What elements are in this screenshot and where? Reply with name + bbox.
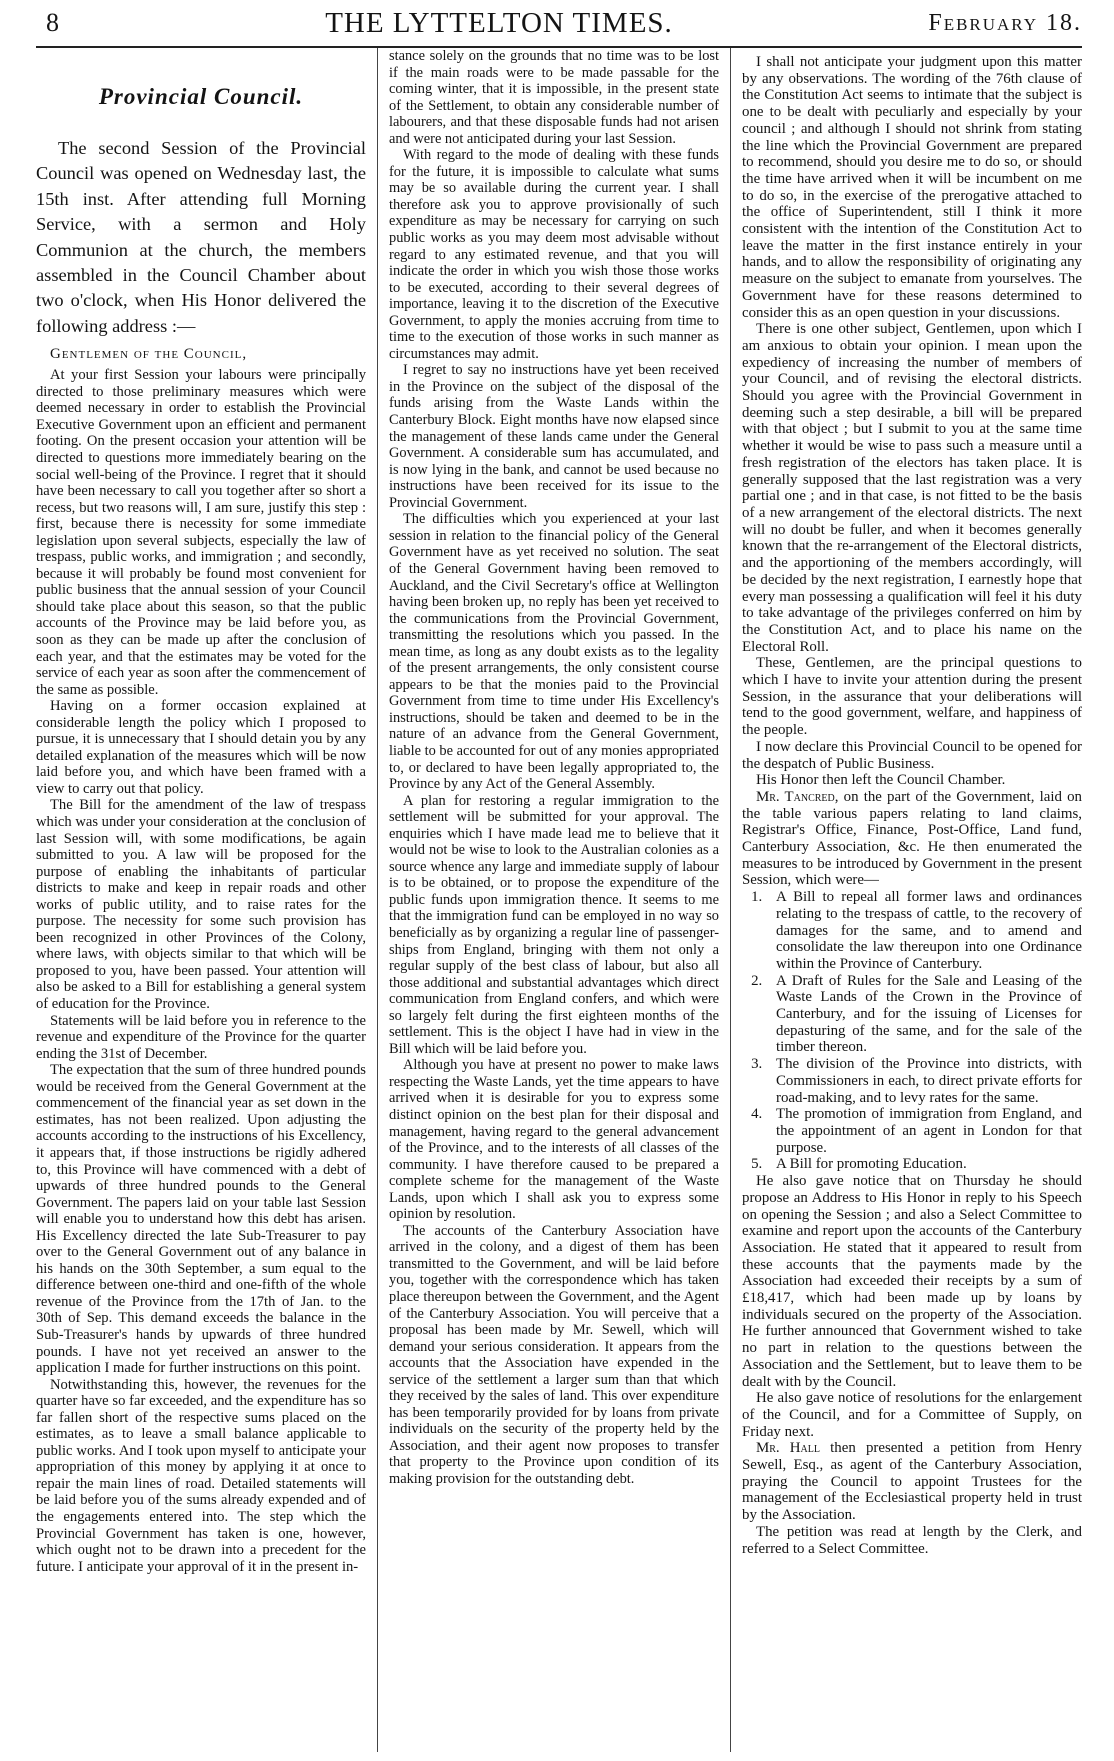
newspaper-title: THE LYTTELTON TIMES.	[325, 6, 673, 39]
paragraph: The expectation that the sum of three hundred pounds would be received from the General Government at the commencement of the financial year as set down in the estimates, has not been realized. Upon adjusting the accounts according to the instructions of his Excellency, it appears that, if those instructions be rigidly adhered to, this Province will have commenced with a debt of upwards of three hundred pounds to the General Government. The papers laid on your table last Session will enable you to understand how this debt has arisen. His Excellency directed the late Sub-Treasurer to pay over to the General Government out of any balance in his hands on the 30th September, a sum equal to the difference between one-third and one-fifth of the whole revenue of the Province from the 17th of Jan. to the 30th of Sep. This demand exceeds the balance in the Sub-Treasurer's hands by upwards of three hundred pounds. I have not yet received an answer to the application I made for further instructions on this point.	[36, 1062, 366, 1377]
paragraph: stance solely on the grounds that no time was to be lost if the main roads were to be made passable for the coming winter, that it is impossible, in the present state of the Settlement, to obtain any considerable number of labourers, and that these disposable funds had not arisen and were not anticipated during your last Session.	[389, 48, 719, 147]
issue-date: February 18.	[928, 9, 1082, 36]
paragraph: Although you have at present no power to make laws respecting the Waste Lands, yet the time appears to have arrived when it is desirable for you to express some distinct opinion on the best plan for their disposal and management, having regard to the general advancement of the Province, and to the interests of all classes of the community. I have therefore caused to be prepared a complete scheme for the management of the Waste Lands, upon which I shall ask you to express some opinion by resolution.	[389, 1057, 719, 1223]
paragraph: A plan for restoring a regular immigration to the settlement will be submitted for your approval. The enquiries which I have made lead me to believe that it would not be wise to look to the Australian colonies as a source whence any large and immediate supply of labour is to be obtained, or to propose the expenditure of the public funds upon immigration thence. It seems to me that the immigration fund can be employed in no way so beneficially as by organizing a regular line of passenger-ships from England, bringing with them not only a regular supply of the best class of labour, but also all those additional and substantial advantages which direct communication from England confers, and which were so largely felt during the first eighteen months of the settlement. This is the object I have had in view in the Bill which will be laid before you.	[389, 792, 719, 1057]
paragraph: Statements will be laid before you in reference to the revenue and expenditure of the Province for the quarter ending the 31st of December.	[36, 1012, 366, 1062]
paragraph: There is one other subject, Gentlemen, upon which I am anxious to obtain your opinion. I mean upon the expediency of increasing the number of members of your Council, and of revising the electoral districts. Should you agree with the Provincial Government in deeming such a step desirable, a bill will be prepared with that object ; but I submit to you at the same time whether it would be wise to pass such a measure until a fresh registration of the electors has taken place. It is generally supposed that the last registration was a very partial one ; and in that case, is not fitted to be the basis of a new arrangement of the electoral districts. The next will no doubt be fuller, and when it becomes generally known that the re-arrangement of the Electoral districts, and the apportioning of the members accordingly, will be decided by the next registration, I earnestly hope that every man possessing a qualification will feel it his duty to take advantage of the privileges conferred on him by the Constitution Act, and to place his name on the Electoral Roll.	[742, 321, 1082, 655]
paragraph: He also gave notice that on Thursday he should propose an Address to His Honor in reply to his Speech on opening the Session ; and also a Select Committee to examine and report upon the accounts of the Canterbury Association. He stated that it appeared to result from these accounts that the payments made by the Association had exceeded their receipts by a sum of £18,417, which had been made up by loans by individuals secured on the property of the Association. He further announced that Government wished to take no part in relation to the questions between the Association and the Settlement, but to leave them to be dealt with by the Council.	[742, 1173, 1082, 1390]
hall-text: then presented a petition from Henry Sewell, Esq., as agent of the Canterbury Association, praying the Council to appoint Trustees for the management of the Ecclesiastical property held in trust by the Association.	[742, 1440, 1082, 1524]
column-3	[731, 48, 1082, 1752]
list-item: 5. A Bill for promoting Education.	[766, 1156, 1082, 1173]
tancred-paragraph	[742, 789, 1082, 889]
column-1	[36, 48, 378, 1752]
paragraph: At your first Session your labours were principally directed to those preliminary measures which were deemed necessary in order to establish the Provincial Executive Government upon an efficient and permanent footing. On the present occasion your attention will be directed to questions more immediately bearing on the social well-being of the Province. I regret that it should have been necessary to call you together after so short a recess, but two reasons will, I am sure, justify this step : first, because there is necessity for some immediate legislation upon several subjects, especially the law of trespass, public works, and immigration ; and secondly, because it will probably be found most convenient for public business that the annual session of your Council should take place about this season, so that the public accounts of the Province may be laid before you, as soon as they can be made up after the conclusion of each year, and that the estimates may be voted for the service of each year as soon after the commencement of the same as possible.	[36, 367, 366, 698]
paragraph: The difficulties which you experienced at your last session in relation to the financial policy of the General Government have as yet received no solution. The seat of the General Government having been removed to Auckland, and the Civil Secretary's office at Wellington having been broken up, no reply has been yet received to the communications from the Provincial Government, transmitting the resolutions which you passed. In the mean time, as long as any doubt exists as to the legality of the present arrangements, the only consistent course appears to be that the monies paid to the Provincial Government from time to time under His Excellency's instructions, should be taken and deemed to be in the nature of an advance from the General Government, liable to be accounted for out of any monies appropriated to, or declared to have been legally appropriated to, the Province by any Act of the General Assembly.	[389, 511, 719, 793]
hall-paragraph	[742, 1440, 1082, 1524]
article-heading: Provincial Council.	[98, 84, 304, 109]
lead-paragraph: The second Session of the Provincial Council was opened on Wednesday last, the 15th inst. After attending full Morning Service, with a sermon and Holy Communion at the church, the members assembled in the Council Chamber about two o'clock, when His Honor delivered the following address :—	[36, 138, 366, 336]
paragraph: The Bill for the amendment of the law of trespass which was under your consideration at the conclusion of last Session will, with some modifications, be again submitted to you. A law will be proposed for the purpose of enabling the inhabitants of particular districts to make and keep in repair roads and other works of public utility, and to raise rates for the purpose. The necessity for some such provision has been recognized in other Provinces of the Colony, where laws, with objects similar to that which will be proposed to you, have been passed. Your attention will also be asked to a Bill for establishing a general system of education for the Province.	[36, 797, 366, 1013]
paragraph: These, Gentlemen, are the principal questions to which I have to invite your attention during the present Session, in the assurance that your deliberations will tend to the good government, welfare, and happiness of the people.	[742, 655, 1082, 739]
measures-list	[742, 889, 1082, 1173]
article-columns	[36, 48, 1082, 1752]
paragraph: His Honor then left the Council Chamber.	[756, 772, 1006, 789]
paragraph: I regret to say no instructions have yet been received in the Province on the subject of the disposal of the funds arising from the Waste Lands within the Canterbury Block. Eight months have now elapsed since the management of these lands came under the General Government. A considerable sum has accumulated, and is now lying in the bank, and cannot be used because no instructions have been received for its issue to the Provincial Government.	[389, 362, 719, 511]
list-item: 1. A Bill to repeal all former laws and ordinances relating to the trespass of cattle, to the recovery of damages for the same, and to amend and consolidate the law thereupon into one Ordinance within the Province of Canterbury.	[766, 889, 1082, 973]
list-item: 4. The promotion of immigration from England, and the appointment of an agent in London for that purpose.	[766, 1106, 1082, 1156]
column-2	[378, 48, 731, 1752]
paragraph: I shall not anticipate your judgment upon this matter by any observations. The wording of the 76th clause of the Constitution Act seems to intimate that the subject is one to be dealt with peculiarly and especially by your council ; and although I should not shrink from stating the line which the Provincial Government are prepared to recommend, should you desire me to do so, or should the time have arrived when it will be incumbent on me to do so, in the exercise of the prerogative attached to the office of Superintendent, still I think it more consistent with the intention of the Constitution Act to leave the matter in the first instance entirely in your hands, and to allow the responsibility of originating any measure on the subject to emanate from yourselves. The Government have for these reasons determined to consider this as an open question in your discussions.	[742, 54, 1082, 321]
speaker-name: Mr. Hall	[756, 1440, 820, 1457]
paragraph: He also gave notice of resolutions for the enlargement of the Council, and for a Committee of Supply, on Friday next.	[742, 1390, 1082, 1440]
masthead	[36, 0, 1082, 48]
paragraph: Notwithstanding this, however, the revenues for the quarter have so far exceeded, and the expenditure has so far fallen short of the respective sums placed on the estimates, as to leave a small balance applicable to public works. And I took upon myself to anticipate your appropriation of this money by applying it at once to repair the main lines of road. Detailed statements will be laid before you of the sums already expended and of the engagements entered into. The step which the Provincial Government has taken is one, however, which ought not to be drawn into a precedent for the future. I anticipate your approval of it in the present in-	[36, 1376, 366, 1575]
speaker-name: Mr. Tancred,	[756, 788, 839, 805]
paragraph: Having on a former occasion explained at considerable length the policy which I proposed to pursue, it is unnecessary that I should detain you by any detailed explanation of the measures which will be now laid before you, and which have been framed with a view to carry out that policy.	[36, 698, 366, 797]
paragraph: I now declare this Provincial Council to be opened for the despatch of Public Business.	[742, 738, 1082, 772]
page-number: 8	[46, 8, 59, 37]
salutation: Gentlemen of the Council,	[50, 346, 248, 363]
list-item: 2. A Draft of Rules for the Sale and Leasing of the Waste Lands of the Crown in the Province of Canterbury, and for the issuing of Licenses for depasturing of the same, and for the sale of the timber thereon.	[766, 973, 1082, 1057]
closing-paragraph: The petition was read at length by the Clerk, and referred to a Select Committee.	[742, 1523, 1082, 1557]
list-item: 3. The division of the Province into districts, with Commissioners in each, to direct private efforts for road-making, and to levy rates for the same.	[766, 1056, 1082, 1106]
paragraph: With regard to the mode of dealing with these funds for the future, it is impossible to calculate what sums may be so available during the current year. I shall therefore ask you to approve provisionally of such expenditure as may be necessary for carrying on such public works as you may deem most advisable without regard to any estimated revenue, and that you will indicate the order in which you wish those those works to be executed, according to their several degrees of importance, leaving it to the discretion of the Executive Government, to apply the monies accruing from time to time to the execution of those works in such manner as circumstances may admit.	[389, 147, 719, 362]
paragraph: The accounts of the Canterbury Association have arrived in the colony, and a digest of them has been transmitted to the Government, and will be laid before you, together with the correspondence which has taken place thereupon between the Government, and the Agent of the Canterbury Association. You will perceive that a proposal has been made by Mr. Sewell, which will demand your serious consideration. It appears from the accounts that the Association have expended in the service of the settlement a larger sum than that which they received by the sales of land. This over expenditure has been temporarily provided for by loans from private individuals on the security of the property held by the Association, and their agent now proposes to transfer that property to the Province upon condition of its making provision for the outstanding debt.	[389, 1222, 719, 1488]
tancred-text: on the part of the Government, laid on the table various papers relating to land claims, Registrar's Office, Finance, Post-Office, Land fund, Canterbury Association, &c. He then enumerated the measures to be introduced by Government in the present Session, which were—	[742, 788, 1082, 889]
